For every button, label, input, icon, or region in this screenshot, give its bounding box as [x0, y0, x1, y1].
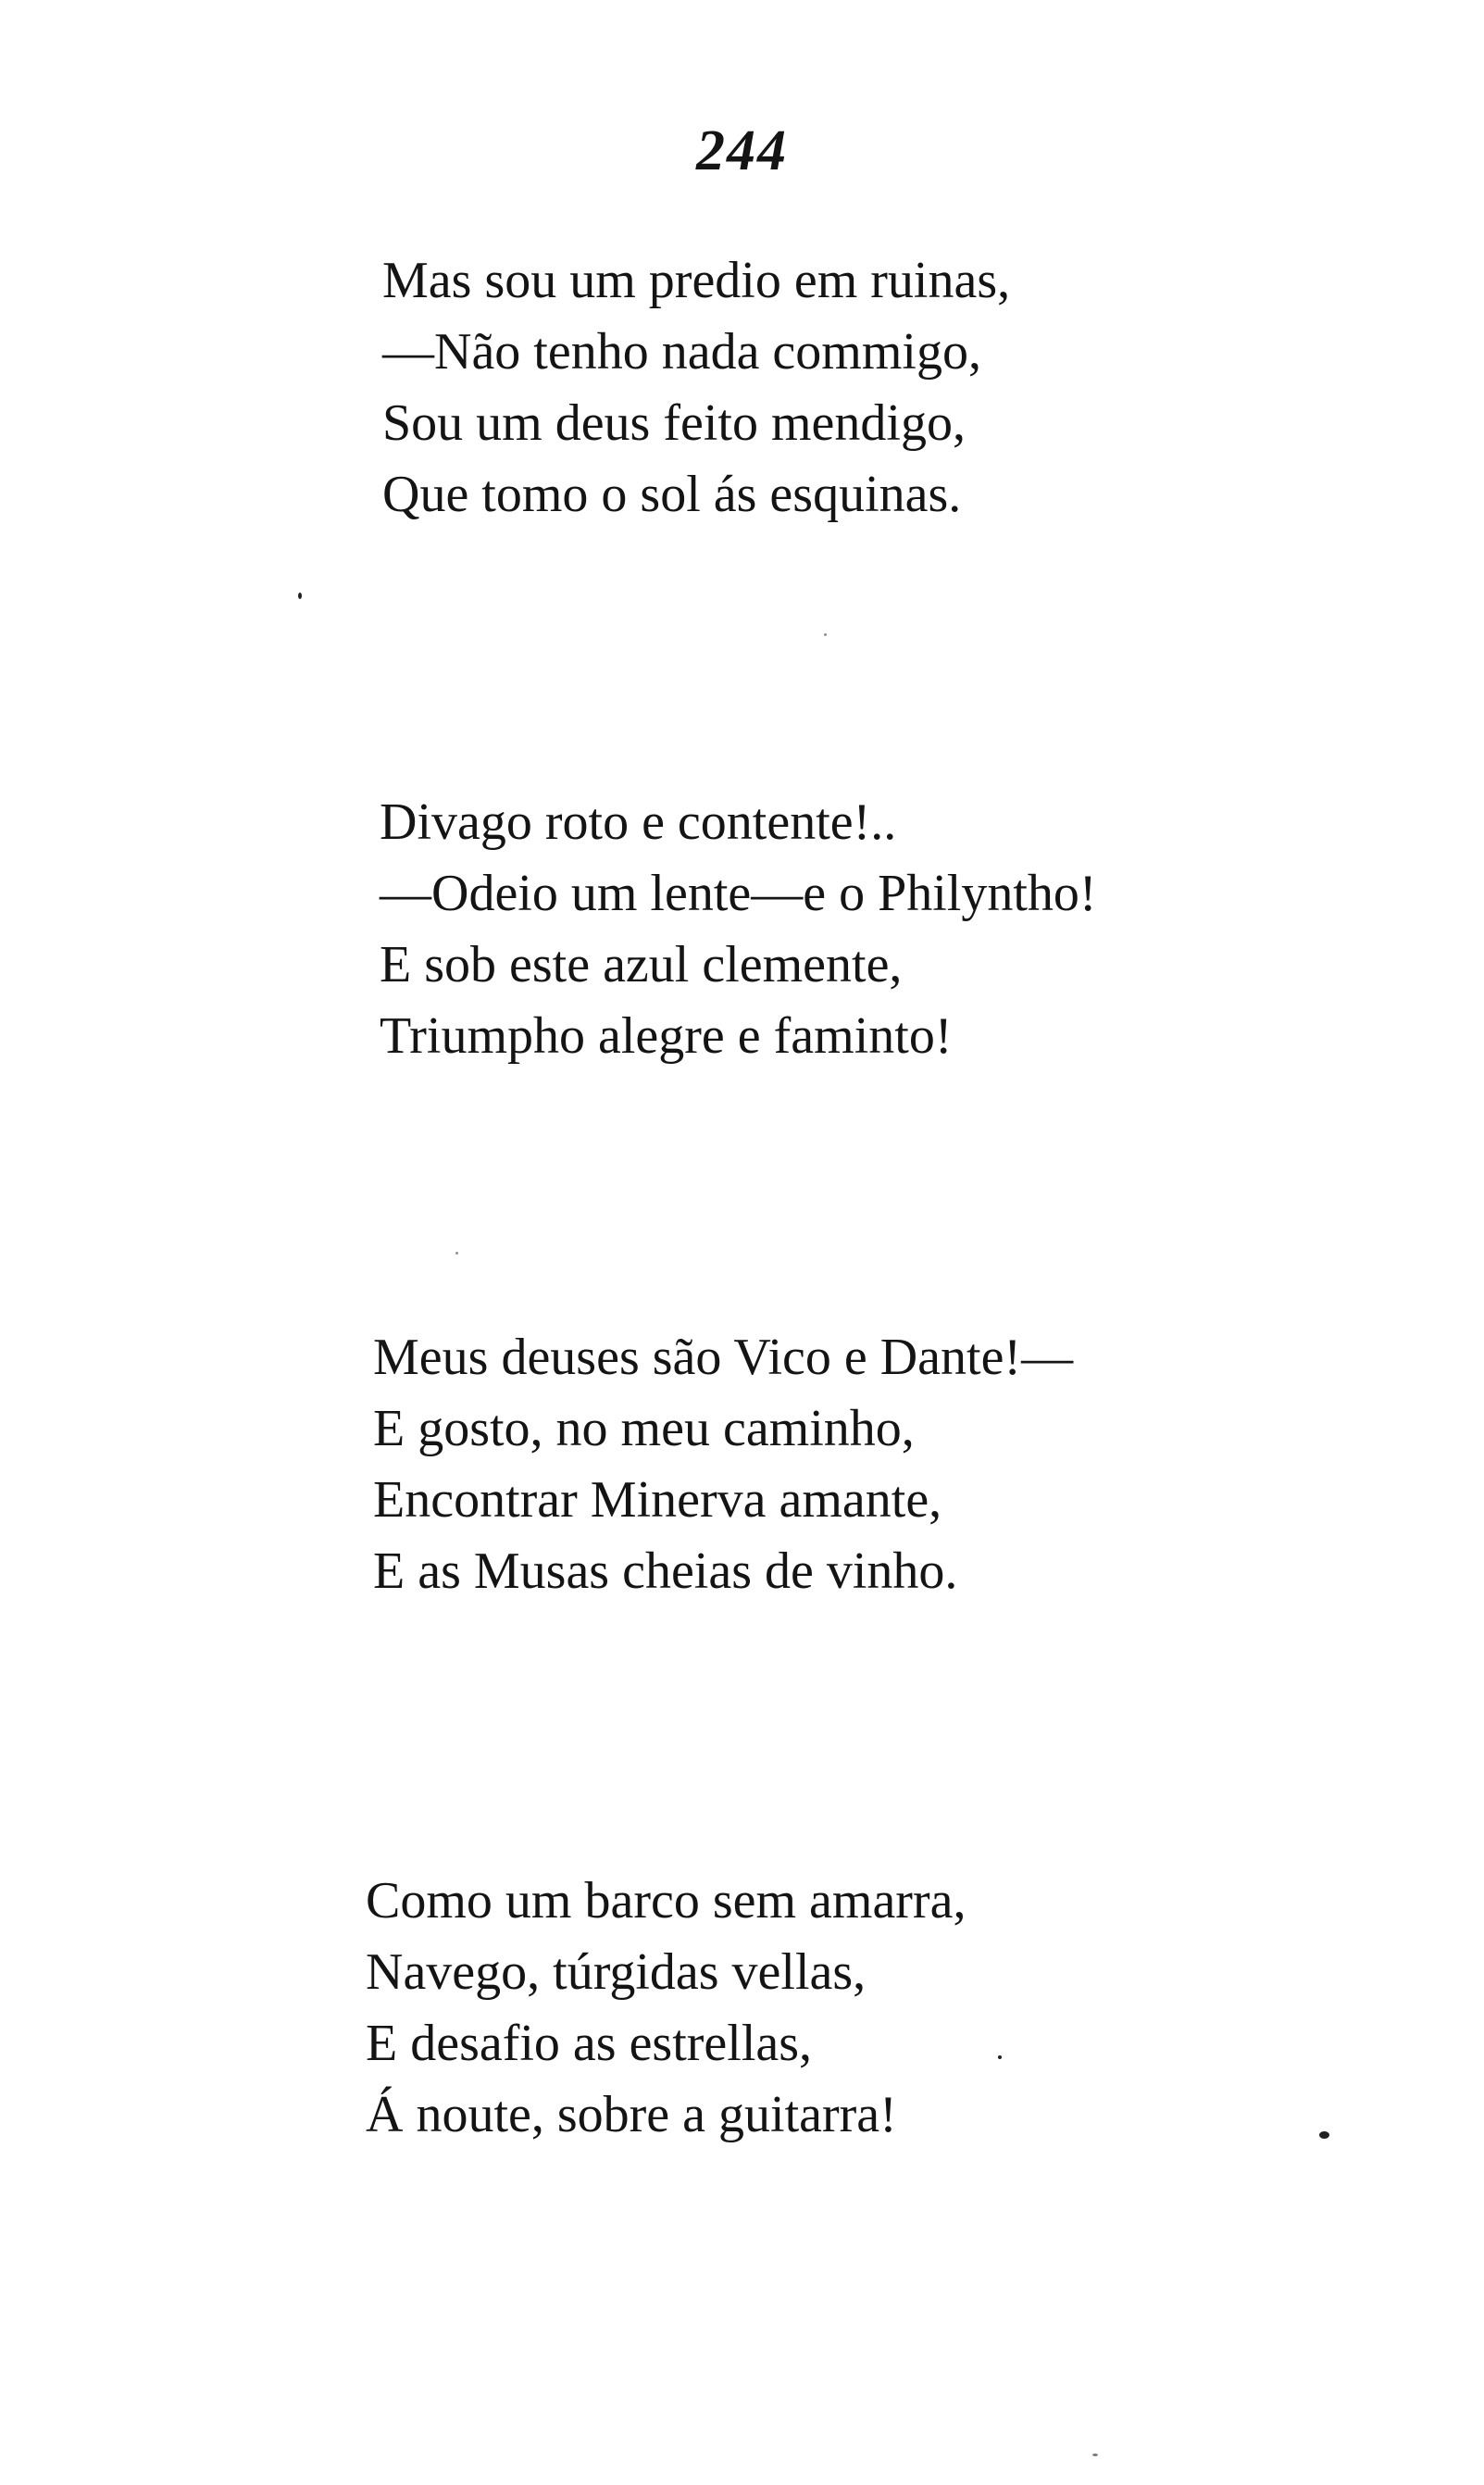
- verse-line: Sou um deus feito mendigo,: [382, 394, 966, 452]
- verse-line: Triumpho alegre e faminto!: [380, 1007, 953, 1065]
- verse-line: E desafio as estrellas,: [366, 2015, 813, 2072]
- stanza-2: [380, 787, 1097, 1072]
- verse-line: E gosto, no meu caminho,: [373, 1400, 915, 1457]
- verse-line: Encontrar Minerva amante,: [373, 1471, 942, 1529]
- scan-speck: [1319, 2131, 1329, 2139]
- verse-line: E as Musas cheias de vinho.: [373, 1542, 958, 1600]
- verse-line: Navego, túrgidas vellas,: [366, 1943, 867, 2001]
- verse-line: Como um barco sem amarra,: [366, 1872, 966, 1929]
- verse-line: Mas sou um predio em ruinas,: [382, 252, 1011, 309]
- verse-line: Meus deuses são Vico e Dante!—: [373, 1329, 1074, 1386]
- page-number: 244: [696, 119, 788, 182]
- verse-line: —Odeio um lente—e o Philyntho!: [380, 865, 1097, 922]
- scan-speck: [824, 633, 827, 636]
- scan-speck: [455, 1252, 458, 1255]
- stanza-4: [366, 1866, 966, 2151]
- verse-line: Divago roto e contente!..: [380, 793, 897, 851]
- stanza-1: [382, 245, 1010, 531]
- verse-line: E sob este azul clemente,: [380, 936, 903, 993]
- verse-line: Á noute, sobre a guitarra!: [366, 2086, 897, 2143]
- verse-line: —Não tenho nada commigo,: [382, 323, 981, 381]
- stanza-3: [373, 1322, 1073, 1607]
- scan-speck: [1092, 2454, 1098, 2456]
- scan-speck: [298, 593, 302, 599]
- scan-speck: [998, 2055, 1002, 2059]
- verse-line: Que tomo o sol ás esquinas.: [382, 466, 962, 523]
